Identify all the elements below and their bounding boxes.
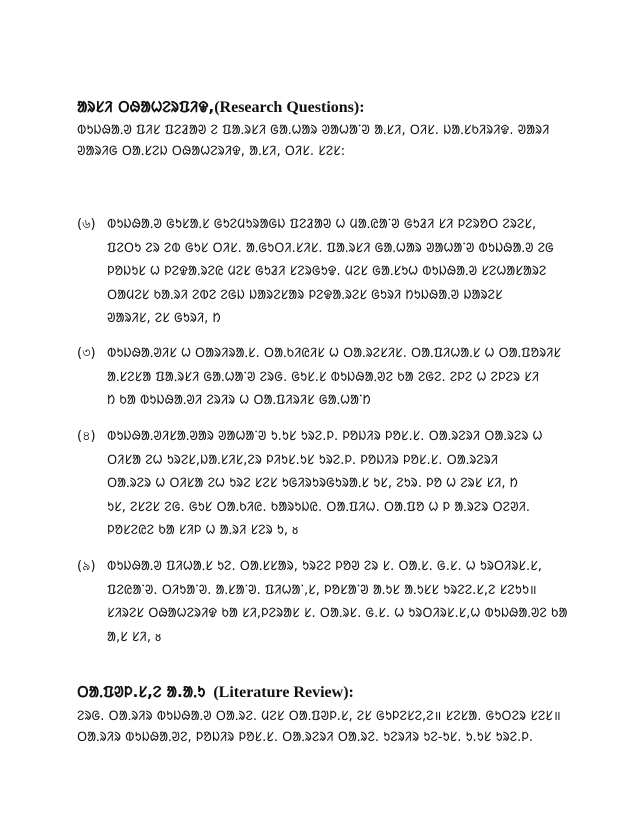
section-heading-native-text: ᱛᱟᱹᱯᱣᱞ.ᱥ,ᱮ ᱟ.ᱟᱹᱩ <box>77 683 206 701</box>
research-questions-intro <box>77 120 567 162</box>
question-line: ᱥᱤᱨᱮᱥ ᱛᱷᱟᱦᱮᱨᱤᱫ ᱠᱟ ᱥᱤ,ᱞᱮᱨᱟᱥ ᱥ. ᱛᱟᱹᱨᱥ. ᱜ.ᱥ. ᱦ ᱩᱨᱛᱤᱨᱥ.ᱥ,ᱦ ᱵᱩᱡᱷᱟᱹᱣᱮ ᱠᱟ <box>107 606 568 621</box>
question-item <box>77 213 567 333</box>
question-line: ᱟ,ᱥ ᱥᱤ, ᴕ <box>107 629 162 645</box>
question-line: ᱞᱚᱥᱮᱭᱮ ᱠᱟ ᱥᱤᱞ ᱦ ᱟᱹᱨᱤ ᱥᱮᱨ ᱩ, ᴕ <box>107 523 299 538</box>
question-number: (৪) <box>77 429 96 444</box>
question-line: ᱵᱩᱡᱷᱟᱹᱣᱤᱥ ᱦ ᱛᱟᱨᱤᱨᱟᱹᱥ. ᱛᱟᱹᱠᱤᱭᱤᱥ ᱦ ᱛᱟᱹᱨᱮᱥᱤᱥ. ᱛᱟᱹᱯᱤᱦᱟᱹᱥ ᱦ ᱛᱟᱹᱯᱚᱨᱤᱥ <box>107 346 562 361</box>
paragraph-line: ᱛᱟᱹᱨᱤᱨ ᱵᱩᱡᱷᱟᱹᱣᱮ, ᱞᱚᱡᱤᱨ ᱞᱚᱥ.ᱥ. ᱛᱟᱹᱨᱮᱨᱤ ᱛᱟᱹᱨᱮ. ᱩᱮᱨᱤᱨ ᱩᱮ-ᱩᱥ. ᱩ.ᱩᱥ ᱩᱨᱮ.ᱞ. <box>77 730 533 745</box>
literature-review-intro <box>77 706 567 748</box>
question-line: ᱛᱟᱹᱨᱮᱨ ᱦ ᱛᱤᱥᱟ ᱮᱦ ᱩᱨᱮ ᱥᱮᱥ ᱩᱜᱤᱨᱩᱨᱜᱩᱨᱟᱹᱥ ᱩᱥ, ᱮᱩᱨ. ᱞᱚ ᱦ ᱮᱨᱥ ᱥᱤ, ᱴ <box>107 476 518 491</box>
question-line: ᱵᱩᱡᱷᱟᱹᱣ ᱜᱩᱥᱟᱹᱥ ᱜᱩᱮᱢᱩᱨᱟᱜᱡ ᱯᱮᱲᱟᱣ ᱦ ᱢᱟᱹᱭᱟᱸᱣ ᱜᱩᱲᱤ ᱥᱤ ᱞᱮᱨᱚᱛ ᱮᱨᱮᱥ, <box>107 217 537 232</box>
question-text <box>107 425 572 543</box>
paragraph-line: ᱣᱟᱨᱤᱜ ᱛᱟᱹᱥᱮᱡ ᱛᱷᱟᱦᱮᱨᱤᱫ, ᱟᱹᱥᱤ, ᱛᱤᱥ. ᱥᱮᱥ: <box>77 144 346 159</box>
question-number: (৯) <box>77 559 96 574</box>
question-line: ᱛᱤᱥᱟ ᱮᱦ ᱩᱨᱮᱥ,ᱡᱟᱹᱥᱤᱥ,ᱮᱨ ᱞᱤᱩᱥ.ᱩᱥ ᱩᱨᱮ.ᱞ. ᱞᱚᱡᱤᱨ ᱞᱚᱥ.ᱥ. ᱛᱟᱹᱨᱮᱨᱤ <box>107 452 499 468</box>
question-line: ᱯᱮᱭᱟᱸᱣ. ᱛᱤᱩᱟᱸᱣ. ᱟᱹᱥᱟᱸᱣ. ᱯᱤᱦᱟᱸ,ᱥ, ᱞᱚᱥᱟᱸᱣ ᱟᱹᱩᱥ ᱟᱹᱩᱥᱥ ᱩᱨᱮᱮ.ᱥ,ᱮ ᱥᱮᱩᱩ॥ <box>107 582 537 598</box>
question-item <box>77 342 567 414</box>
question-line: ᱴ ᱠᱟ ᱵᱩᱡᱷᱟᱹᱣᱤ ᱮᱨᱤᱨ ᱦ ᱛᱟᱹᱯᱤᱨᱤᱥ ᱜᱟᱹᱦᱟᱸᱴ <box>107 393 371 408</box>
question-item <box>77 425 567 545</box>
question-line: ᱟᱹᱥᱮᱥᱟ ᱯᱟᱹᱨᱥᱤ ᱜᱟᱹᱦᱟᱸᱣ ᱮᱨᱜ. ᱜᱩᱥ.ᱥ ᱵᱩᱡᱷᱟᱹᱣᱮ ᱠᱟ ᱮᱜᱮ. ᱮᱞᱮ ᱦ ᱮᱞᱮᱨ ᱥᱤ <box>107 369 540 385</box>
question-line: ᱵᱩᱡᱷᱟᱹᱣ ᱯᱤᱦᱟᱹᱥ ᱩᱮ. ᱛᱟᱹᱥᱥᱟᱨ, ᱩᱨᱮᱮ ᱞᱚᱣ ᱮᱨ ᱥ. ᱛᱟᱹᱥ. ᱜ.ᱥ. ᱦ ᱩᱨᱛᱤᱨᱥ.ᱥ, <box>107 559 542 574</box>
section-heading-literature-review <box>77 682 354 703</box>
question-line: ᱵᱩᱡᱷᱟᱹᱣᱤᱥᱟᱹᱣᱟᱨ ᱣᱟᱦᱟᱸᱣ ᱩ.ᱩᱥ ᱩᱨᱮ.ᱞ. ᱞᱚᱡᱤᱨ ᱞᱚᱥ.ᱥ. ᱛᱟᱹᱨᱮᱨᱤ ᱛᱟᱹᱨᱮᱨ ᱦ <box>107 429 543 444</box>
question-line: ᱞᱚᱡᱩᱥ ᱦ ᱞᱮᱫᱟᱹᱨᱮᱭ ᱢᱮᱥ ᱜᱩᱲᱤ ᱥᱮᱨᱜᱩᱫ. ᱢᱮᱥ ᱜᱟᱹᱥᱩᱦ ᱵᱩᱡᱷᱟᱹᱣ ᱥᱮᱦᱟᱥᱟᱨᱮ <box>107 264 547 279</box>
question-text <box>107 342 572 413</box>
paragraph-line: ᱵᱩᱡᱷᱟᱹᱣ ᱯᱤᱥ ᱯᱮᱲᱟᱣ ᱮ ᱯᱟᱹᱨᱥᱤ ᱜᱟᱹᱦᱟᱨ ᱣᱟᱦᱟᱸᱣ ᱟᱹᱥᱤ, ᱛᱤᱥ. ᱡᱟᱹᱥᱠᱤᱨᱤᱫ. ᱣᱟᱨᱤ <box>77 123 550 138</box>
question-item <box>77 555 567 651</box>
question-line: ᱯᱮᱛᱩ ᱮᱨ ᱮᱵ ᱜᱩᱥ ᱛᱤᱥ. ᱟᱹᱜᱩᱛᱤ.ᱥᱤᱥ. ᱯᱟᱹᱨᱥᱤ ᱜᱟᱹᱦᱟᱨ ᱣᱟᱦᱟᱸᱣ ᱵᱩᱡᱷᱟᱹᱣ ᱮᱜ <box>107 240 554 256</box>
question-line: ᱛᱟᱢᱮᱥ ᱠᱟᱹᱨᱤ ᱮᱵᱮ ᱮᱜᱡ ᱡᱟᱨᱮᱥᱟᱨ ᱞᱮᱫᱟᱹᱨᱮᱥ ᱜᱩᱨᱤ ᱴᱩᱡᱷᱟᱹᱣ ᱡᱟᱨᱮᱥ <box>107 287 503 303</box>
question-text <box>107 213 572 331</box>
paragraph-line: ᱮᱨᱜ. ᱛᱟᱹᱨᱤᱨ ᱵᱩᱡᱷᱟᱹᱣ ᱛᱟᱹᱨᱮ. ᱢᱮᱥ ᱛᱟᱹᱯᱣᱞ.ᱥ, ᱮᱥ ᱜᱩᱞᱮᱥᱮ,ᱮ॥ ᱥᱮᱥᱟ. ᱜᱩᱛᱮᱨ ᱥᱮᱥ॥ <box>77 709 561 724</box>
section-heading-native-text: ᱟᱨᱥᱤ ᱛᱷᱟᱦᱮᱨᱯᱤᱫ, <box>77 98 215 116</box>
question-line: ᱣᱟᱨᱤᱥ, ᱮᱥ ᱜᱩᱨᱤ, ᱴ <box>107 311 221 326</box>
section-heading-english-text: (Literature Review): <box>213 684 354 701</box>
question-text <box>107 555 572 649</box>
section-heading-english-text: (Research Questions): <box>214 99 365 116</box>
question-line: ᱩᱥ, ᱮᱥᱮᱥ ᱮᱜ. ᱜᱩᱥ ᱛᱟᱹᱠᱤᱭ. ᱠᱟᱨᱩᱡᱭ. ᱛᱟᱹᱯᱤᱦ. ᱛᱟᱹᱯᱚ ᱦ ᱞ ᱟᱹᱨᱮᱨ ᱛᱮᱣᱤ. <box>107 499 531 515</box>
question-number: (৩) <box>77 346 96 361</box>
section-heading-research-questions <box>77 97 365 118</box>
question-number: (৬) <box>77 217 96 232</box>
